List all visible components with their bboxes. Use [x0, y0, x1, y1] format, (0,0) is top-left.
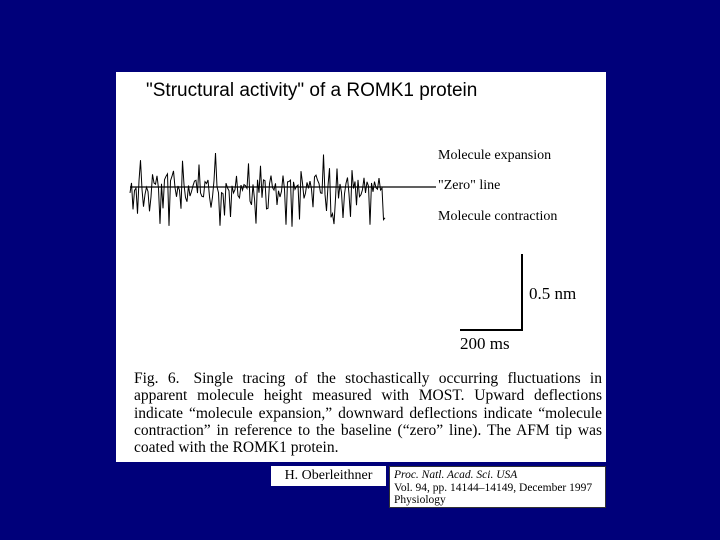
figure-panel: [116, 72, 606, 462]
scale-horizontal-label: 200 ms: [460, 334, 510, 353]
caption-figure-number: Fig. 6.: [134, 370, 180, 387]
zero-line-label: "Zero" line: [438, 178, 501, 193]
figure-title: "Structural activity" of a ROMK1 protein: [146, 80, 478, 101]
contraction-label: Molecule contraction: [438, 209, 558, 224]
height-trace: [130, 153, 385, 227]
caption-text: Single tracing of the stochastically occurring fluctuations in apparent molecule height measured with MOST. Upward deflections indicate “molecule expansion,” downward deflections indicate “molecule contraction” in reference to the baseline (“zero” line). The AFM tip was coated with the ROMK1 protein.: [134, 370, 602, 457]
author-box: H. Oberleithner: [271, 466, 386, 486]
citation-box: [389, 466, 606, 508]
citation-journal: Proc. Natl. Acad. Sci. USA: [394, 469, 518, 481]
scale-vertical-label: 0.5 nm: [529, 284, 577, 303]
citation-section: Physiology: [394, 494, 446, 506]
citation-volume: Vol. 94, pp. 14144–14149, December 1997: [394, 481, 593, 494]
figure-caption: [134, 370, 602, 456]
expansion-label: Molecule expansion: [438, 148, 552, 163]
